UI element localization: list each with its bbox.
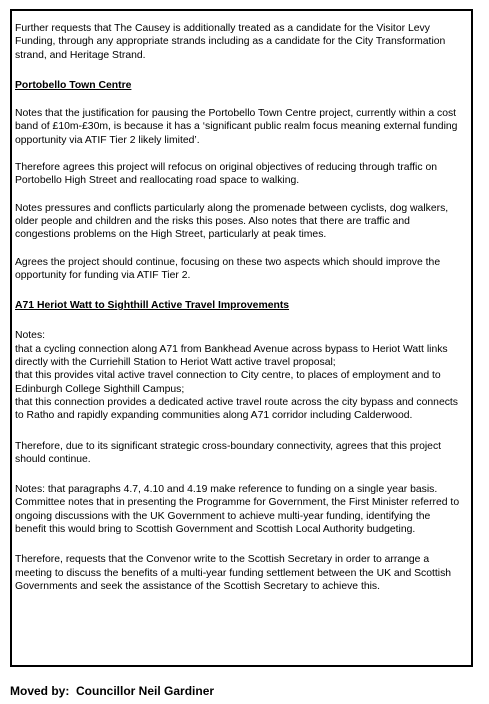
paragraph-a71-continue: Therefore, due to its significant strategic cross-boundary connectivity, agrees that this project should continue. bbox=[15, 440, 442, 465]
moved-by-label: Moved by: bbox=[10, 684, 70, 698]
paragraph-convenor-request: Therefore, requests that the Convenor write to the Scottish Secretary in order to arrange a meeting to discuss the benefits of a multi-year funding settlement between the UK and Scottish Governments and seek the assistance of the Scottish Secretary to achieve this. bbox=[15, 554, 452, 592]
motion-content bbox=[15, 22, 463, 593]
paragraph-portobello-justification: Notes that the justification for pausing the Portobello Town Centre project, currently within a cost band of £10m-£30m, is because it has a ‘significant public realm focus meaning external funding opportunity via ATIF Tier 2 likely limited’. bbox=[15, 108, 458, 146]
notes-label: Notes: bbox=[15, 330, 46, 342]
note-vital-connection: that this provides vital active travel connection to City centre, to places of employment and to Edinburgh College Sighthill Campus; bbox=[15, 370, 441, 395]
mover-name: Councillor Neil Gardiner bbox=[76, 684, 215, 698]
paragraph-multi-year-funding: Notes: that paragraphs 4.7, 4.10 and 4.19 make reference to funding on a single year basis. Committee notes that in presenting the Programme for Government, the First Minister referred to ongoing discussions with the UK Government to achieve multi-year funding, identifying the benefit this would bring to Scottish Government and Scottish Local Authority budgeting. bbox=[15, 484, 460, 536]
heading-portobello-town-centre: Portobello Town Centre bbox=[15, 79, 132, 91]
note-dedicated-route: that this connection provides a dedicated active travel route across the city bypass and connects to Ratho and rapidly expanding communities along A71 corridor including Calderwood. bbox=[15, 396, 459, 422]
heading-a71-heriot-watt: A71 Heriot Watt to Sighthill Active Travel Improvements bbox=[15, 300, 290, 312]
note-cycling-connection: that a cycling connection along A71 from Bankhead Avenue across bypass to Heriot Watt links directly with the Curriehill Station to Heriot Watt active travel proposal; bbox=[15, 343, 448, 369]
moved-by-line bbox=[10, 684, 214, 698]
paragraph-portobello-refocus: Therefore agrees this project will refocus on original objectives of reducing through traffic on Portobello High Street and reallocating road space to walking. bbox=[15, 162, 438, 187]
paragraph-causey-visitor-levy: Further requests that The Causey is additionally treated as a candidate for the Visitor Levy Funding, through any appropriate strands including as a candidate for the City Transformation strand, and Heritage Strand. bbox=[15, 23, 446, 61]
paragraph-portobello-pressures: Notes pressures and conflicts particularly along the promenade between cyclists, dog walkers, older people and children and the risks this poses. Also notes that there are traffic and congestions problems on the High Street, particularly at peak times. bbox=[15, 202, 449, 241]
paragraph-portobello-continue: Agrees the project should continue, focusing on these two aspects which should improve the opportunity for funding via ATIF Tier 2. bbox=[15, 256, 441, 281]
